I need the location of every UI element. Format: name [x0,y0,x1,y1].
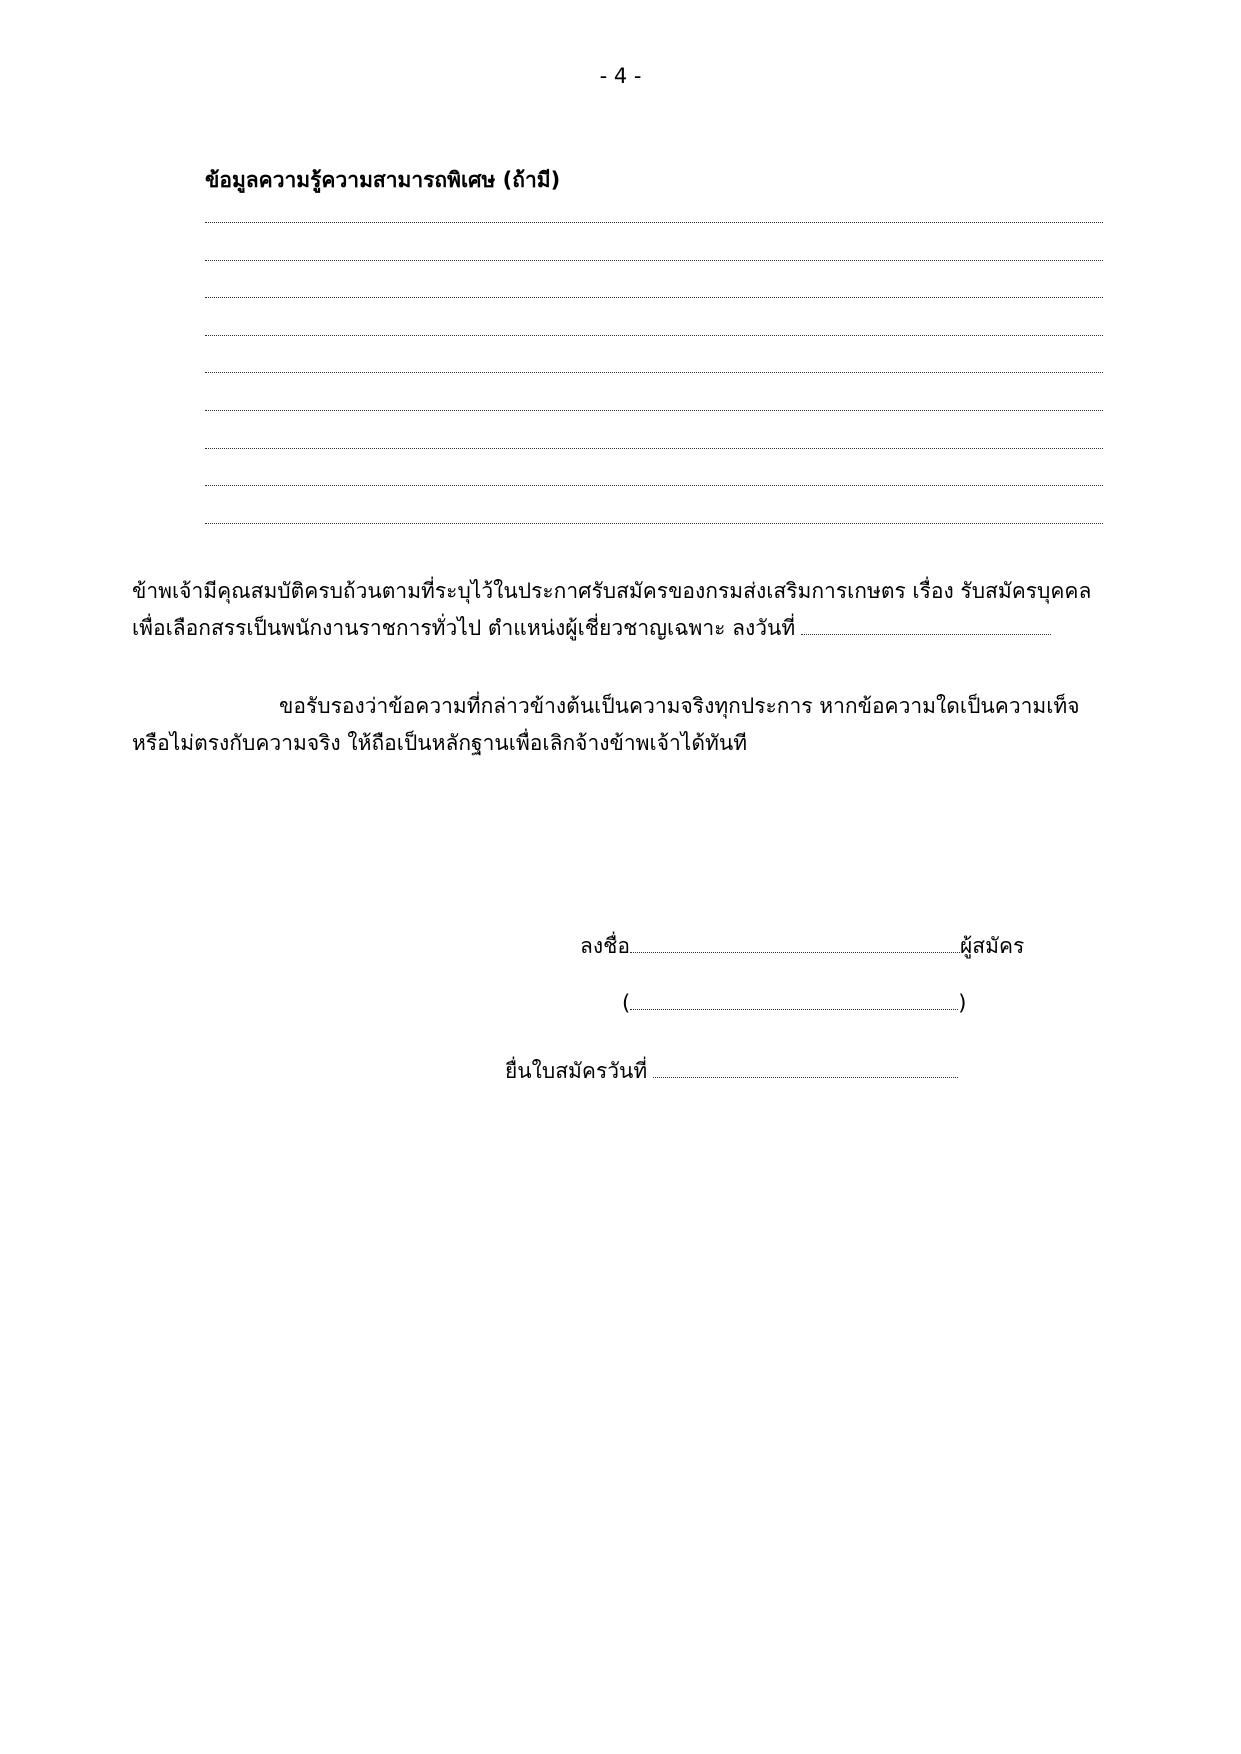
printed-name-row [622,985,966,1015]
declaration-paragraph [132,573,1122,647]
certification-paragraph [132,688,1122,762]
open-paren: ( [622,991,631,1015]
submit-date-field[interactable] [653,1053,958,1078]
blank-line [205,372,1103,373]
signature-field[interactable] [630,928,960,953]
printed-name-field[interactable] [630,985,958,1010]
certification-line-1-text: ขอรับรองว่าข้อความที่กล่าวข้างต้นเป็นความจริงทุกประการ หากข้อความใดเป็นความเท็จ [279,694,1080,718]
blank-line [205,335,1103,336]
blank-line [205,297,1103,298]
blank-line [205,485,1103,486]
blank-line [205,222,1103,223]
close-paren: ) [958,991,967,1015]
submit-date-label: ยื่นใบสมัครวันที่ [505,1059,648,1083]
announcement-date-field[interactable] [801,610,1051,635]
declaration-line-1: ข้าพเจ้ามีคุณสมบัติครบถ้วนตามที่ระบุไว้ในประกาศรับสมัครของกรมส่งเสริมการเกษตร เรื่อง รับสมัครบุคคล [132,579,1092,603]
sign-label: ลงชื่อ [580,934,630,958]
page-number: - 4 - [599,64,642,88]
special-skills-heading: ข้อมูลความรู้ความสามารถพิเศษ (ถ้ามี) [205,168,561,192]
special-skills-blank-lines [205,222,1103,560]
declaration-line-2-text: เพื่อเลือกสรรเป็นพนักงานราชการทั่วไป ตำแหน่งผู้เชี่ยวชาญเฉพาะ ลงวันที่ [132,616,796,640]
submit-date-row [505,1053,958,1088]
certification-line-1 [132,688,1122,725]
blank-line [205,410,1103,411]
blank-line [205,523,1103,524]
applicant-label: ผู้สมัคร [960,934,1025,958]
blank-line [205,448,1103,449]
blank-line [205,260,1103,261]
declaration-line-2 [132,610,1122,647]
certification-line-2: หรือไม่ตรงกับความจริง ให้ถือเป็นหลักฐานเพื่อเลิกจ้างข้าพเจ้าได้ทันที [132,731,748,755]
signature-row [580,928,1024,963]
